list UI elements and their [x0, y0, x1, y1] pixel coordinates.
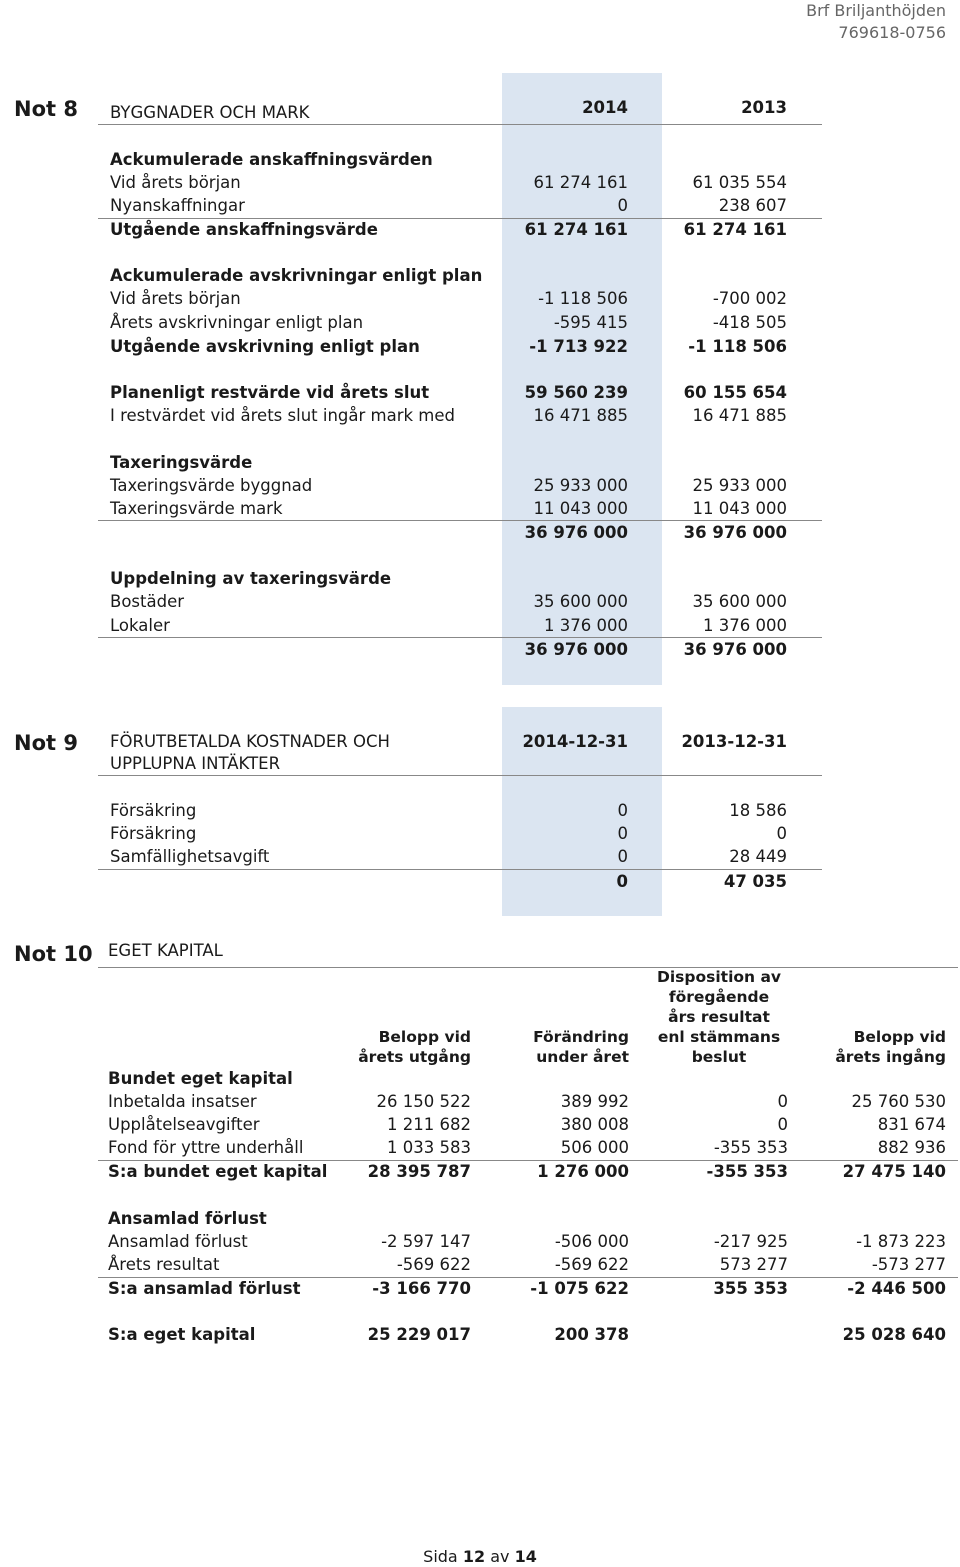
- note9-row-label: Försäkring: [110, 824, 197, 843]
- note10-row-value: -1 873 223: [856, 1232, 946, 1251]
- note10-row-value: -569 622: [396, 1255, 471, 1274]
- note8-row-value-2013: 61 274 161: [683, 220, 787, 239]
- note10-row-value: 506 000: [560, 1138, 629, 1157]
- note9-row-value-2013: 28 449: [729, 847, 787, 866]
- note10-row-value: 28 395 787: [367, 1162, 471, 1181]
- note8-row-value-2014: 16 471 885: [533, 406, 628, 425]
- note8-row-value-2014: 36 976 000: [524, 640, 628, 659]
- note10-row-value: 389 992: [560, 1092, 629, 1111]
- note8-row-value-2013: 238 607: [718, 196, 787, 215]
- note10-row-value: 25 229 017: [367, 1325, 471, 1344]
- note10-row-value: -217 925: [713, 1232, 788, 1251]
- note10-row-value: 380 008: [560, 1115, 629, 1134]
- note9-title-line1: FÖRUTBETALDA KOSTNADER OCH: [110, 732, 390, 751]
- note10-row-value: -3 166 770: [372, 1279, 471, 1298]
- note8-rule-1: [98, 218, 822, 219]
- note10-row-value: 1 276 000: [537, 1162, 629, 1181]
- note9-row-value-2014: 0: [617, 847, 628, 866]
- note10-column-header: års resultat: [668, 1008, 770, 1026]
- note10-row-value: 355 353: [713, 1279, 788, 1298]
- note8-row-label: Planenligt restvärde vid årets slut: [110, 383, 430, 402]
- note10-row-value: -1 075 622: [530, 1279, 629, 1298]
- note8-row-value-2014: 61 274 161: [524, 220, 628, 239]
- note8-row-label: Nyanskaffningar: [110, 196, 245, 215]
- note8-row-value-2014: 1 376 000: [544, 616, 628, 635]
- page-footer: [0, 1547, 960, 1566]
- note8-row-label: Vid årets början: [110, 289, 241, 308]
- note10-row-value: 200 378: [554, 1325, 629, 1344]
- note10-label: Not 10: [14, 942, 93, 966]
- note8-label: Not 8: [14, 97, 78, 121]
- note10-row-value: -355 353: [713, 1138, 788, 1157]
- note10-column-header: Belopp vid: [378, 1028, 471, 1046]
- note10-column-header: enl stämmans: [657, 1028, 781, 1046]
- note9-row-label: Försäkring: [110, 801, 197, 820]
- note8-row-value-2014: -595 415: [553, 313, 628, 332]
- note10-column-header: föregående: [668, 988, 770, 1006]
- note8-row-label: Utgående anskaffningsvärde: [110, 220, 378, 239]
- note10-row-label: Årets resultat: [108, 1255, 220, 1274]
- note8-row-value-2013: 16 471 885: [692, 406, 787, 425]
- footer-total: 14: [514, 1547, 537, 1566]
- note10-row-value: -506 000: [554, 1232, 629, 1251]
- note10-column-header: årets utgång: [358, 1048, 471, 1066]
- note10-rule-2: [98, 1277, 958, 1278]
- note8-row-value-2013: 1 376 000: [703, 616, 787, 635]
- note10-row-value: 0: [777, 1115, 788, 1134]
- note8-row-value-2014: 0: [617, 196, 628, 215]
- note8-row-value-2014: 36 976 000: [524, 523, 628, 542]
- note8-row-value-2014: 59 560 239: [524, 383, 628, 402]
- note10-row-value: -2 597 147: [381, 1232, 471, 1251]
- note10-row-value: 25 760 530: [851, 1092, 946, 1111]
- note8-row-value-2013: 25 933 000: [692, 476, 787, 495]
- note8-row-value-2014: 25 933 000: [533, 476, 628, 495]
- note10-row-value: 25 028 640: [842, 1325, 946, 1344]
- note10-row-label: Inbetalda insatser: [108, 1092, 257, 1111]
- company-name: Brf Briljanthöjden: [806, 1, 946, 20]
- note8-row-value-2013: -1 118 506: [688, 337, 787, 356]
- note10-row-label: Ansamlad förlust: [108, 1232, 248, 1251]
- note8-col2-header: 2013: [741, 98, 787, 117]
- note10-header-rule: [98, 967, 958, 968]
- note8-row-value-2013: 60 155 654: [683, 383, 787, 402]
- note9-row-label: Samfällighetsavgift: [110, 847, 270, 866]
- note10-column-header: Förändring: [533, 1028, 629, 1046]
- note10-row-label: Bundet eget kapital: [108, 1069, 293, 1088]
- note8-row-label: Ackumulerade anskaffningsvärden: [110, 150, 433, 169]
- note10-row-label: Upplåtelseavgifter: [108, 1115, 260, 1134]
- note8-row-label: Bostäder: [110, 592, 185, 611]
- note9-sum-rule: [98, 869, 822, 870]
- note9-title-line2: UPPLUPNA INTÄKTER: [110, 754, 281, 773]
- note10-row-value: -573 277: [871, 1255, 946, 1274]
- note10-column-header: beslut: [691, 1048, 747, 1066]
- note8-rule-2: [98, 520, 822, 521]
- note8-row-label: Taxeringsvärde mark: [110, 499, 283, 518]
- footer-page: 12: [462, 1547, 486, 1566]
- note8-row-label: Vid årets början: [110, 173, 241, 192]
- note8-row-label: I restvärdet vid årets slut ingår mark med: [110, 406, 455, 425]
- note10-column-header: Disposition av: [656, 968, 782, 986]
- note10-row-value: 573 277: [719, 1255, 788, 1274]
- note8-row-value-2013: 11 043 000: [692, 499, 787, 518]
- note8-title: BYGGNADER OCH MARK: [110, 103, 310, 122]
- note10-column-header: årets ingång: [835, 1048, 946, 1066]
- note10-row-label: S:a ansamlad förlust: [108, 1279, 301, 1298]
- org-number: 769618-0756: [838, 23, 946, 42]
- note8-row-value-2013: -700 002: [712, 289, 787, 308]
- note9-row-value-2013: 47 035: [723, 872, 787, 891]
- note8-row-value-2013: 36 976 000: [683, 523, 787, 542]
- note8-row-value-2014: -1 713 922: [529, 337, 628, 356]
- note10-title: EGET KAPITAL: [108, 941, 223, 960]
- note9-label: Not 9: [14, 731, 78, 755]
- note10-row-label: Fond för yttre underhåll: [108, 1138, 304, 1157]
- note9-col1-header: 2014-12-31: [522, 732, 628, 751]
- note10-rule-1: [98, 1160, 958, 1161]
- note10-row-value: -2 446 500: [847, 1279, 946, 1298]
- note10-row-value: 1 211 682: [387, 1115, 471, 1134]
- note8-row-value-2013: -418 505: [712, 313, 787, 332]
- note10-row-label: S:a bundet eget kapital: [108, 1162, 328, 1181]
- note10-row-value: 0: [777, 1092, 788, 1111]
- note8-row-label: Ackumulerade avskrivningar enligt plan: [110, 266, 483, 285]
- note10-row-value: 882 936: [877, 1138, 946, 1157]
- note10-row-value: 26 150 522: [376, 1092, 471, 1111]
- note9-header-rule: [98, 775, 822, 776]
- note10-row-value: -569 622: [554, 1255, 629, 1274]
- note9-row-value-2014: 0: [616, 872, 628, 891]
- company-header: [806, 0, 946, 44]
- note10-row-value: 831 674: [877, 1115, 946, 1134]
- note8-row-label: Lokaler: [110, 616, 170, 635]
- note8-row-value-2013: 36 976 000: [683, 640, 787, 659]
- note10-row-label: Ansamlad förlust: [108, 1209, 267, 1228]
- note10-column-header: Belopp vid: [853, 1028, 946, 1046]
- footer-middle: av: [490, 1547, 510, 1566]
- note8-row-label: Utgående avskrivning enligt plan: [110, 337, 420, 356]
- note8-row-label: Årets avskrivningar enligt plan: [110, 313, 364, 332]
- note8-rule-3: [98, 637, 822, 638]
- note9-row-value-2014: 0: [617, 801, 628, 820]
- note10-row-label: S:a eget kapital: [108, 1325, 256, 1344]
- note8-row-label: Taxeringsvärde byggnad: [110, 476, 313, 495]
- note8-row-value-2014: -1 118 506: [538, 289, 628, 308]
- note9-col2-header: 2013-12-31: [681, 732, 787, 751]
- note8-row-label: Taxeringsvärde: [110, 453, 253, 472]
- note10-row-value: -355 353: [706, 1162, 788, 1181]
- note9-row-value-2013: 0: [776, 824, 787, 843]
- note8-row-value-2013: 61 035 554: [692, 173, 787, 192]
- note8-header-rule: [98, 124, 822, 125]
- note8-row-value-2014: 11 043 000: [533, 499, 628, 518]
- note9-row-value-2014: 0: [617, 824, 628, 843]
- note10-row-value: 1 033 583: [387, 1138, 471, 1157]
- note8-row-value-2014: 35 600 000: [533, 592, 628, 611]
- note8-col1-header: 2014: [582, 98, 628, 117]
- note9-row-value-2013: 18 586: [729, 801, 787, 820]
- note8-row-value-2014: 61 274 161: [533, 173, 628, 192]
- note10-column-header: under året: [536, 1048, 629, 1066]
- note8-row-value-2013: 35 600 000: [692, 592, 787, 611]
- footer-prefix: Sida: [423, 1547, 458, 1566]
- note10-row-value: 27 475 140: [842, 1162, 946, 1181]
- note8-row-label: Uppdelning av taxeringsvärde: [110, 569, 392, 588]
